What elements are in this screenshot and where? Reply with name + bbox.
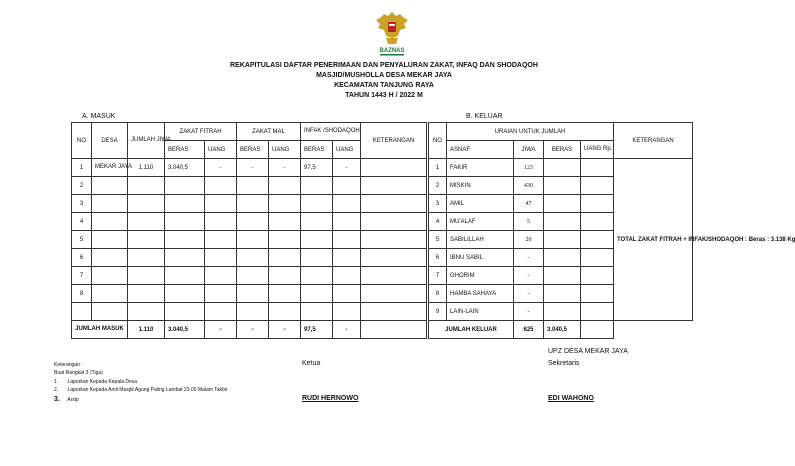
masuk-cell-inf-beras [301,231,333,249]
table-row [72,195,427,213]
masuk-cell-zf-beras [165,177,205,195]
header-no: NO [72,123,92,159]
header-inf-uang: UANG [333,141,361,159]
report-subtitle-masjid: MASJID/MUSHOLLA DESA MEKAR JAYA [316,72,452,79]
masuk-cell-inf-uang [333,231,361,249]
masuk-cell-desa [92,213,128,231]
footer-item-no: 3. [54,396,60,403]
keluar-cell-uang [581,159,614,177]
masuk-cell-desa [92,177,128,195]
masuk-cell-no: 2 [72,177,92,195]
keluar-cell-beras [544,231,581,249]
table-row [72,159,427,177]
keluar-cell-beras [544,213,581,231]
masuk-cell-zf-uang [205,267,237,285]
keluar-cell-uang [581,249,614,267]
masuk-cell-inf-uang [333,177,361,195]
keluar-cell-asnaf: HAMBA SAHAYA [447,285,514,303]
keluar-cell-no: 5 [429,231,447,249]
keluar-cell-jiwa: 5 [514,213,544,231]
masuk-cell-zf-uang [205,285,237,303]
keluar-cell-asnaf: LAIN-LAIN [447,303,514,321]
keluar-cell-beras [544,195,581,213]
masuk-cell-inf-beras: 97,5 [301,159,333,177]
masuk-cell-zf-uang [205,177,237,195]
masuk-cell-inf-beras [301,213,333,231]
masuk-cell-zm-beras: - [237,159,269,177]
keluar-cell-no: 2 [429,177,447,195]
keluar-cell-asnaf: AMIL [447,195,514,213]
masuk-cell-zf-uang [205,249,237,267]
masuk-cell-zm-uang [269,177,301,195]
masuk-cell-zm-beras [237,177,269,195]
keluar-cell-jiwa: 47 [514,195,544,213]
keluar-cell-beras [544,249,581,267]
keluar-cell-jiwa: - [514,303,544,321]
baznas-logo [374,8,410,58]
masuk-cell-inf-beras [301,195,333,213]
masuk-cell-no: 1 [72,159,92,177]
ketua-label: Ketua [302,360,321,367]
keluar-cell-beras [544,285,581,303]
masuk-cell-zm-uang [269,285,301,303]
k-header-uraian: URAIAN UNTUK JUMLAH [447,123,614,141]
masuk-cell-ket [361,177,427,195]
section-masuk-label: A. MASUK [82,113,116,120]
masuk-cell-zf-uang [205,195,237,213]
masuk-cell-ket [361,285,427,303]
keluar-keterangan-note: TOTAL ZAKAT FITRAH + INFAK/SHODAQOH : Beras : 3.138 Kg [614,159,693,321]
keluar-cell-uang [581,213,614,231]
header-zf-uang: UANG [205,141,237,159]
table-row [72,285,427,303]
footer-item-1 [54,379,137,385]
masuk-cell-inf-uang: - [333,159,361,177]
masuk-cell-ket [361,267,427,285]
k-header-beras: BERAS [544,141,581,159]
masuk-cell-jiwa [128,285,165,303]
masuk-cell-zm-beras [237,303,269,321]
masuk-cell-zm-beras [237,231,269,249]
keluar-cell-jiwa: 123 [514,159,544,177]
masuk-cell-ket [361,303,427,321]
masuk-cell-ket [361,195,427,213]
keluar-table [428,122,795,339]
footer-copies: Buat Rangkat 3 (Tiga) [54,370,103,376]
keluar-total-beras: 3.040,5 [544,321,581,339]
keluar-cell-no: 1 [429,159,447,177]
masuk-cell-zf-uang: - [205,159,237,177]
masuk-cell-desa [92,249,128,267]
masuk-cell-zf-uang [205,231,237,249]
report-subtitle-kecamatan: KECAMATAN TANJUNG RAYA [334,82,434,89]
masuk-cell-desa [92,195,128,213]
k-header-jiwa: JIWA [514,141,544,159]
ketua-name: RUDI HERNOWO [302,395,359,402]
masuk-cell-jiwa [128,267,165,285]
masuk-cell-zm-uang [269,303,301,321]
keluar-cell-jiwa: - [514,249,544,267]
masuk-cell-jiwa [128,249,165,267]
masuk-cell-inf-uang [333,195,361,213]
masuk-table [71,122,427,339]
header-inf-beras: BERAS [301,141,333,159]
masuk-cell-zm-beras [237,249,269,267]
table-row [429,159,693,177]
masuk-cell-ket [361,213,427,231]
masuk-cell-inf-uang [333,213,361,231]
masuk-cell-jiwa [128,231,165,249]
masuk-cell-desa [92,267,128,285]
masuk-cell-inf-beras [301,285,333,303]
keluar-cell-uang [581,231,614,249]
masuk-cell-zf-beras [165,231,205,249]
footer-item-text: Arsip [67,397,79,403]
masuk-cell-zm-beras [237,267,269,285]
keluar-total-jiwa: 625 [514,321,544,339]
header-keterangan: KETERANGAN [361,123,427,159]
keluar-cell-no: 4 [429,213,447,231]
masuk-cell-ket [361,159,427,177]
masuk-cell-ket [361,231,427,249]
masuk-cell-zm-beras [237,213,269,231]
keluar-cell-no: 6 [429,249,447,267]
masuk-cell-zm-uang [269,249,301,267]
sekretaris-label: Sekretaris [548,360,580,367]
masuk-cell-zm-uang [269,213,301,231]
keluar-cell-jiwa: - [514,267,544,285]
keluar-total-uang [581,321,614,339]
table-row [72,303,427,321]
masuk-cell-zm-beras [237,195,269,213]
masuk-cell-ket [361,249,427,267]
masuk-cell-inf-uang [333,267,361,285]
masuk-cell-desa [92,303,128,321]
masuk-cell-no: 3 [72,195,92,213]
section-keluar-label: B. KELUAR [466,113,503,120]
keluar-cell-asnaf: FAKIR [447,159,514,177]
k-header-keterangan: KETERANGAN [614,123,693,159]
masuk-cell-no: 8 [72,285,92,303]
masuk-cell-jiwa [128,213,165,231]
masuk-cell-no: 7 [72,267,92,285]
masuk-cell-zm-uang [269,267,301,285]
masuk-cell-jiwa [128,303,165,321]
table-row [72,213,427,231]
table-row [72,177,427,195]
masuk-cell-desa [92,231,128,249]
report-title: REKAPITULASI DAFTAR PENERIMAAN DAN PENYALURAN ZAKAT, INFAQ DAN SHODAQOH [230,62,538,69]
keluar-cell-uang [581,195,614,213]
masuk-total-inf-uang: - [333,321,361,339]
table-row [72,249,427,267]
header-jumlah-jiwa: JUMLAH JIWA [128,123,165,159]
masuk-cell-inf-uang [333,303,361,321]
table-row [72,231,427,249]
keluar-cell-beras [544,267,581,285]
footer-item-3 [54,396,79,403]
masuk-cell-jiwa [128,177,165,195]
masuk-cell-zm-uang [269,195,301,213]
keluar-cell-asnaf: SABILILLAH [447,231,514,249]
keluar-cell-uang [581,267,614,285]
k-header-no: NO [429,123,447,159]
masuk-cell-zf-beras: 3.040,5 [165,159,205,177]
keluar-cell-asnaf: MISKIN [447,177,514,195]
k-header-uang: UANG Rp. [581,141,614,159]
masuk-cell-inf-beras [301,249,333,267]
keluar-cell-jiwa: 20 [514,231,544,249]
sekretaris-name: EDI WAHONO [548,395,594,402]
masuk-cell-inf-uang [333,249,361,267]
masuk-total-inf-beras: 97,5 [301,321,333,339]
footer-item-text: Laporkan Kepada Amil Masjid Agung Paling Lambat 23.00 Malam Takbir [67,387,228,393]
masuk-total-zm-uang: - [269,321,301,339]
k-header-asnaf: ASNAF [447,141,514,159]
masuk-cell-no: 4 [72,213,92,231]
masuk-cell-zf-uang [205,213,237,231]
masuk-cell-inf-beras [301,177,333,195]
keluar-cell-uang [581,177,614,195]
keluar-cell-jiwa: - [514,285,544,303]
keluar-cell-beras [544,303,581,321]
masuk-total-zf-beras: 3.040,5 [165,321,205,339]
footer-item-2 [54,387,228,393]
masuk-total-jiwa: 1.110 [128,321,165,339]
masuk-cell-zm-uang [269,231,301,249]
masuk-cell-jiwa [128,195,165,213]
keluar-cell-asnaf: GHORIM [447,267,514,285]
header-zm-uang: UANG [269,141,301,159]
masuk-cell-inf-uang [333,285,361,303]
keluar-cell-asnaf: IBNU SABIL [447,249,514,267]
header-zf-beras: BERAS [165,141,205,159]
header-infak: INFAK /SHODAQOH [301,123,361,141]
masuk-cell-desa [92,285,128,303]
keluar-cell-uang [581,285,614,303]
masuk-cell-zf-beras [165,195,205,213]
masuk-cell-zf-uang [205,303,237,321]
header-zm-beras: BERAS [237,141,269,159]
keluar-cell-beras [544,159,581,177]
keluar-cell-no: 3 [429,195,447,213]
keluar-cell-no: 7 [429,267,447,285]
keluar-cell-jiwa: 430 [514,177,544,195]
header-desa: DESA [92,123,128,159]
masuk-cell-no [72,303,92,321]
masuk-cell-no: 6 [72,249,92,267]
masuk-cell-zm-beras [237,285,269,303]
masuk-total-ket [361,321,427,339]
masuk-cell-zm-uang: - [269,159,301,177]
masuk-total-zm-beras: - [237,321,269,339]
keluar-cell-uang [581,303,614,321]
masuk-cell-zf-beras [165,303,205,321]
masuk-cell-desa: MEKAR JAYA [92,159,128,177]
masuk-cell-no: 5 [72,231,92,249]
masuk-cell-inf-beras [301,267,333,285]
masuk-cell-zf-beras [165,285,205,303]
masuk-cell-inf-beras [301,303,333,321]
masuk-cell-zf-beras [165,267,205,285]
table-row [72,267,427,285]
footer-item-no: 1. [54,379,59,385]
header-zakat-fitrah: ZAKAT FITRAH [165,123,237,141]
keluar-cell-no: 8 [429,285,447,303]
logo-text: BAZNAS [379,48,405,54]
header-zakat-mal: ZAKAT MAL [237,123,301,141]
masuk-cell-zf-beras [165,213,205,231]
keluar-cell-beras [544,177,581,195]
masuk-total-zf-uang: - [205,321,237,339]
keluar-cell-no: 9 [429,303,447,321]
keluar-cell-asnaf: MU'ALAF [447,213,514,231]
masuk-cell-zf-beras [165,249,205,267]
upz-label: UPZ DESA MEKAR JAYA [548,348,628,355]
masuk-total-label: JUMLAH MASUK [72,321,128,339]
masuk-cell-jiwa: 1.110 [128,159,165,177]
keluar-total-label: JUMLAH KELUAR [429,321,514,339]
footer-keterangan-label: Keterangan : [54,362,83,368]
footer-item-no: 2. [54,387,59,393]
report-subtitle-tahun: TAHUN 1443 H / 2022 M [345,92,423,99]
footer-item-text: Laporkan Kepada Kepala Desa [67,379,138,385]
